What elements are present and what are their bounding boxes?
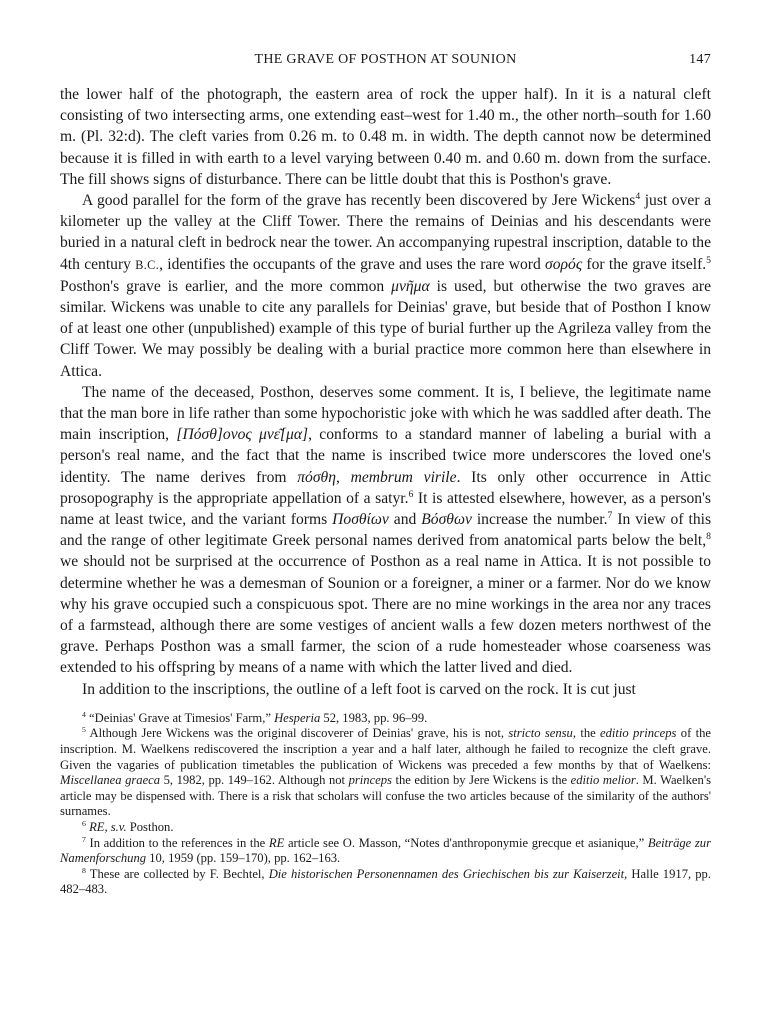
running-head: [60, 50, 711, 74]
greek-word-mnema: μνῆμα: [391, 277, 430, 295]
text-run: , Halle 1917, pp. 482–483.: [60, 866, 712, 897]
footnote-number: 7: [82, 834, 86, 844]
text-run: In addition to the references in the: [85, 835, 269, 850]
italic-term: stricto sensu: [508, 726, 573, 741]
italic-term: editio melior: [570, 773, 636, 788]
text-run: Posthon.: [126, 820, 174, 835]
text-run: Posthon's grave is earlier, and the more common: [60, 277, 392, 295]
italic-term: editio princeps: [600, 726, 677, 741]
footnote-number: 4: [82, 709, 86, 719]
text-run: , the: [572, 726, 601, 741]
footnote-6: [60, 820, 711, 836]
text-run: . M. Waelken's article may be dispensed with. There is a risk that scholars will confuse the two articles because of the similarity of the authors' surnames.: [60, 773, 711, 819]
text-run: Although Jere Wickens was the original discoverer of Deinias' grave, his is not,: [85, 726, 509, 741]
page-number: 147: [689, 52, 711, 67]
paragraph-2: [60, 190, 711, 382]
greek-inscription: [Πόσθ]ονος μνε͂[μα]: [176, 426, 309, 444]
paragraph-3: [60, 382, 711, 679]
text-run: It is attested elsewhere, however, as a person's name at least twice, and the variant forms: [60, 489, 711, 529]
footnote-ref-8: 8: [706, 531, 711, 543]
body-text: [60, 84, 711, 700]
text-run: ,: [335, 468, 351, 486]
text-run: . Its only other occurrence in Attic prosopography is the appropriate appellation of a satyr.: [60, 468, 711, 507]
text-run: , identifies the occupants of the grave and uses the rare word: [159, 255, 546, 273]
paragraph-1: the lower half of the photograph, the eastern area of rock the upper half). In it is a natural cleft consisting of two intersecting arms, one extending east–west for 1.40 m., the other north–south for 1.60 m. (Pl. 32:d). The cleft varies from 0.26 m. to 0.48 m. in width. The depth cannot now be determined because it is filled in with earth to a level varying between 0.40 m. and 0.60 m. down from the surface. The fill shows signs of disturbance. There can be little doubt that this is Posthon's grave.: [60, 86, 711, 188]
text-run: “Deinias' Grave at Timesios' Farm,”: [85, 710, 275, 725]
footnote-number: 8: [82, 865, 86, 875]
text-run: of the inscription. M. Waelkens rediscovered the inscription a year and a half later, although he failed to recognize the cleft grave. Given the vagaries of publication timetables the publication of Wickens was preceded a few months by that of Waelkens:: [60, 726, 711, 772]
text-run: we should not be surprised at the occurrence of Posthon as a real name in Attica. It is not possible to determine whether he was a demesman of Sounion or a foreigner, a miner or a farmer. Nor do we know why his grave occupied such a conspicuous spot. There are no mine workings in the area nor any traces of a farmstead, although there are some vestiges of ancient walls a few dozen meters northwest of the grave. Perhaps Posthon was a small farmer, the scion of a rude homesteader whose coarseness was extended to his offspring by means of a name with which the latter lived and died.: [60, 553, 711, 677]
footnote-ref-6: 6: [408, 488, 414, 500]
footnote-ref-5: 5: [706, 254, 711, 266]
text-run: 5, 1982, pp. 149–162. Although not: [160, 773, 349, 788]
footnotes: [60, 711, 711, 898]
text-run: is used, but otherwise the two graves are similar. Wickens was unable to cite any parallels for Deinias' grave, but beside that of Posthon I know of at least one other (unpublished) example of this type of burial further up the Agrileza valley from the Cliff Tower. We may possibly be dealing with a burial practice more common here than elsewhere in Attica.: [60, 277, 712, 380]
text-run: and: [388, 511, 422, 529]
footnote-4: [60, 711, 711, 727]
footnote-ref-4: 4: [635, 190, 641, 202]
greek-word-bosthon: Βόσθων: [421, 511, 472, 529]
running-title: THE GRAVE OF POSTHON AT SOUNION: [254, 52, 517, 67]
text-run: A good parallel for the form of the grave has recently been discovered by Jere Wickens: [82, 192, 636, 210]
footnote-5: [60, 726, 711, 820]
text-run: The name of the deceased, Posthon, deserves some comment. It is, I believe, the legitimate name that the man bore in life rather than some hypochoristic joke with which he was saddled after death. The main inscription,: [60, 383, 711, 444]
footnote-number: 5: [82, 725, 86, 735]
journal-title: Beiträge zur Namenforschung: [60, 835, 711, 866]
greek-word-posthe: πόσθη: [297, 468, 336, 486]
text-run: 52, 1983, pp. 96–99.: [320, 710, 428, 725]
text-run: increase the number.: [471, 511, 608, 529]
text-run: In view of this and the range of other legitimate Greek personal names derived from anatomical parts below the belt,: [60, 511, 712, 550]
text-run: article see O. Masson, “Notes d'anthroponymie grecque et asianique,”: [284, 835, 648, 850]
text-run: the edition by Jere Wickens is the: [391, 773, 571, 788]
text-run: These are collected by F. Bechtel,: [85, 866, 269, 881]
journal-title: Hesperia: [274, 710, 321, 725]
italic-term: RE: [268, 835, 285, 850]
text-run: just over a kilometer up the valley at the Cliff Tower. There the remains of Deinias and his descendants were buried in a natural cleft in bedrock near the tower. An accompanying rupestral inscription, datable to the 4th century: [60, 192, 712, 273]
journal-title: Miscellanea graeca: [60, 773, 161, 788]
footnote-8: [60, 867, 711, 898]
page: [60, 50, 711, 898]
text-run: for the grave itself.: [582, 255, 707, 273]
footnote-7: [60, 836, 711, 867]
book-title: Die historischen Personennamen des Griechischen bis zur Kaiserzeit: [268, 866, 625, 881]
greek-word-posthion: Ποσθίων: [332, 511, 389, 529]
latin-phrase: membrum virile: [350, 468, 457, 486]
paragraph-4: In addition to the inscriptions, the outline of a left foot is carved on the rock. It is cut just: [82, 680, 636, 698]
era-abbreviation: B.C.: [135, 257, 160, 272]
greek-word-soros: σορός: [545, 255, 583, 273]
italic-term: princeps: [348, 773, 392, 788]
text-run: 10, 1959 (pp. 159–170), pp. 162–163.: [146, 851, 341, 866]
footnote-number: 6: [82, 818, 86, 828]
text-run: , conforms to a standard manner of labeling a burial with a person's real name, and the fact that the name is inscribed twice more underscores the loved one's identity. The name derives from: [60, 426, 711, 486]
footnote-ref-7: 7: [607, 509, 613, 521]
italic-term: RE, s.v.: [89, 820, 127, 835]
